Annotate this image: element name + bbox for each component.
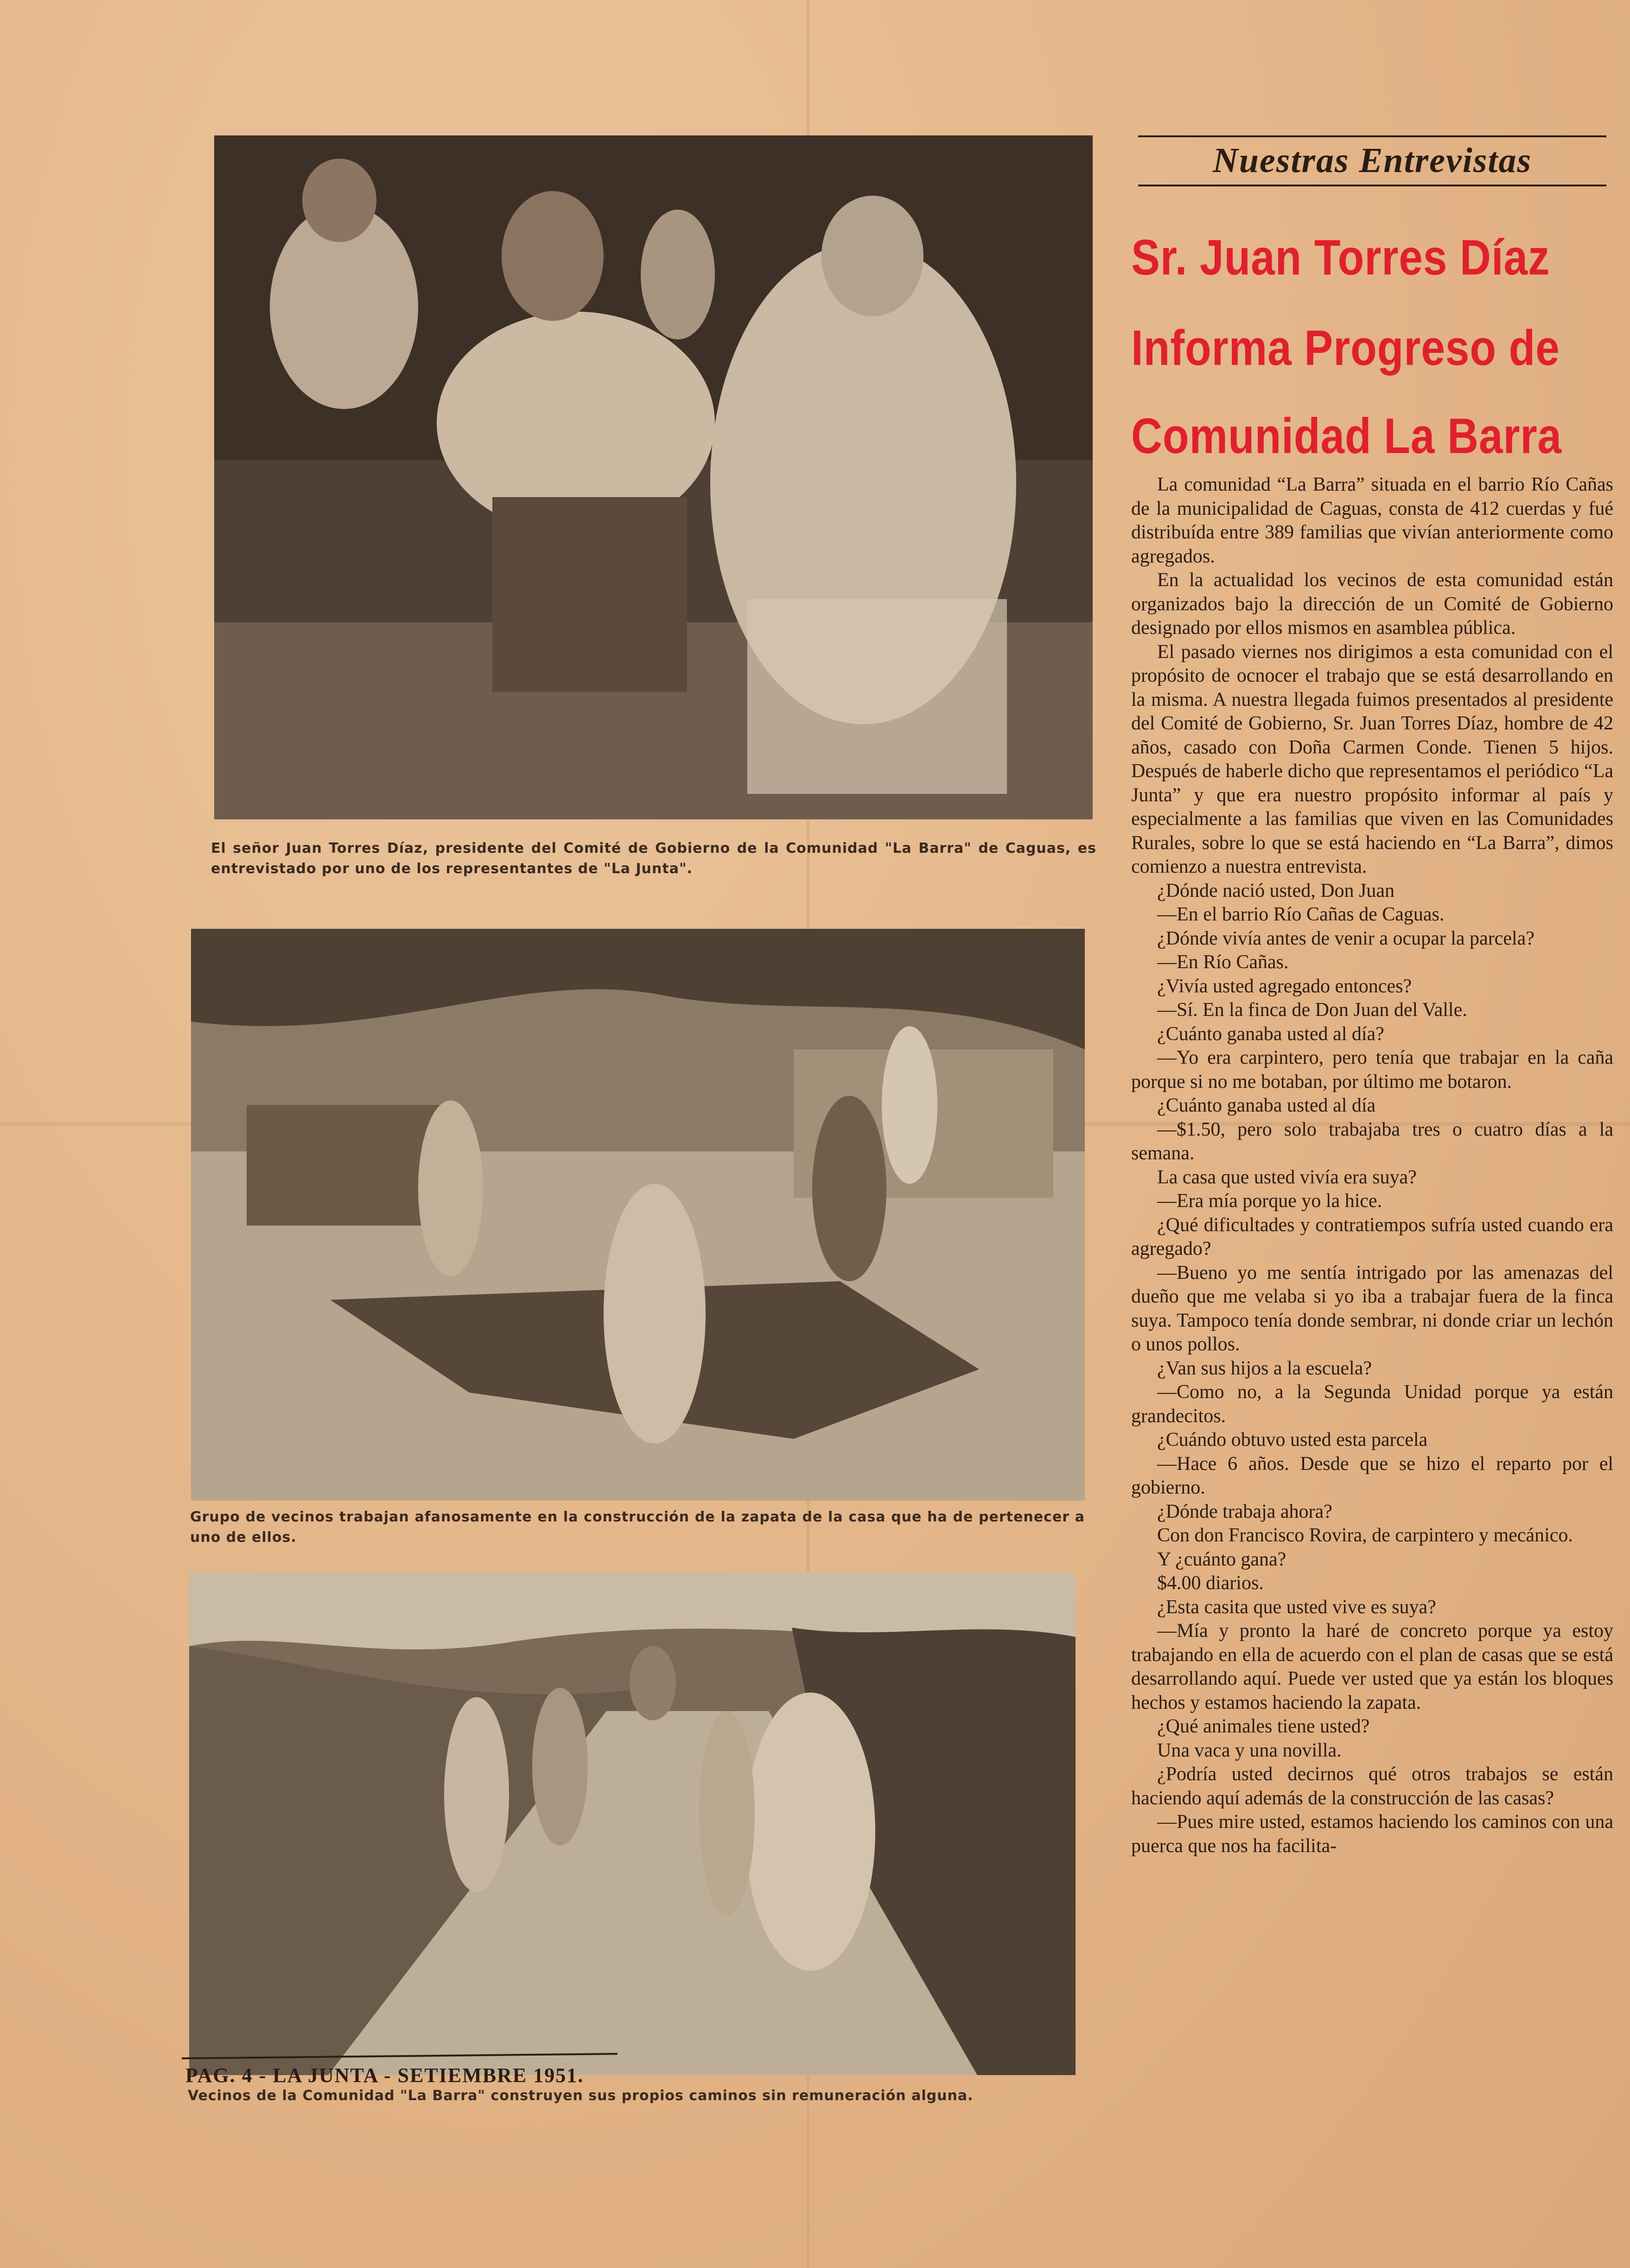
article-paragraph: —Como no, a la Segunda Unidad porque ya están grandecitos. <box>1131 1381 1613 1427</box>
article-paragraph: —$1.50, pero solo trabajaba tres o cuatro días a la semana. <box>1131 1118 1613 1164</box>
article-paragraph: ¿Dónde vivía antes de venir a ocupar la parcela? <box>1157 927 1534 949</box>
article-paragraph: ¿Cuánto ganaba usted al día? <box>1157 1023 1384 1045</box>
article-paragraph: La comunidad “La Barra” situada en el barrio Río Cañas de la municipalidad de Caguas, consta de 412 cuerdas y fué distribuída entre 389 familias que vivían anteriormente como agregados. <box>1131 474 1613 567</box>
article-paragraph: ¿Van sus hijos a la escuela? <box>1157 1357 1372 1379</box>
photo-foundation-caption: Grupo de vecinos trabajan afanosamente en la construcción de la zapata de la casa que ha de pertenecer a uno de ellos. <box>190 1509 1085 1546</box>
article-paragraph: En la actualidad los vecinos de esta comunidad están organizados bajo la dirección de un Comité de Gobierno designado por ellos mismos en asamblea pública. <box>1131 569 1613 639</box>
article-paragraph: ¿Qué dificultades y contratiempos sufría usted cuando era agregado? <box>1131 1214 1613 1259</box>
headline-line-2: Informa Progreso de <box>1131 319 1560 376</box>
section-title: Nuestras Entrevistas <box>1212 141 1532 180</box>
photo-interview-caption: El señor Juan Torres Díaz, presidente del Comité de Gobierno de la Comunidad "La Barra" de Caguas, es entrevistado por uno de los representantes de "La Junta". <box>211 840 1096 877</box>
article-paragraph: ¿Dónde nació usted, Don Juan <box>1157 880 1395 901</box>
photo-road-caption: Vecinos de la Comunidad "La Barra" construyen sus propios caminos sin remuneración alguna. <box>188 2088 974 2104</box>
article-paragraph: ¿Podría usted decirnos qué otros trabajos se están haciendo aquí además de la construcción de las casas? <box>1131 1763 1613 1809</box>
article-paragraph: —Hace 6 años. Desde que se hizo el reparto por el gobierno. <box>1131 1453 1613 1498</box>
article-paragraph: ¿Cuánto ganaba usted al día <box>1157 1095 1376 1116</box>
headline-line-1: Sr. Juan Torres Díaz <box>1131 229 1550 285</box>
article-paragraph: $4.00 diarios. <box>1157 1572 1264 1594</box>
article-paragraph: —Bueno yo me sentía intrigado por las amenazas del dueño que me velaba si yo iba a trabajar fuera de la finca suya. Tampoco tenía donde sembrar, ni donde criar un lechón o unos pollos. <box>1131 1262 1613 1355</box>
article-paragraph: —Mía y pronto la haré de concreto porque ya estoy trabajando en ella de acuerdo con el plan de casas que se está desarrollando aquí. Puede ver usted que ya están los bloques hechos y estamos haciendo la zapata. <box>1131 1620 1613 1713</box>
article-paragraph: La casa que usted vivía era suya? <box>1157 1166 1417 1188</box>
article-paragraph: —En el barrio Río Cañas de Caguas. <box>1157 904 1445 925</box>
photo-foundation-work <box>191 929 1085 1501</box>
photo-road-building <box>189 1572 1076 2075</box>
headline-line-3: Comunidad La Barra <box>1131 408 1562 464</box>
article-paragraph: Y ¿cuánto gana? <box>1157 1548 1286 1570</box>
photo-interview <box>214 135 1093 819</box>
photo-foundation-work-image <box>191 929 1085 1501</box>
photo-interview-image <box>214 135 1093 819</box>
article-paragraph: —Sí. En la finca de Don Juan del Valle. <box>1157 999 1467 1021</box>
article-paragraph: —Yo era carpintero, pero tenía que trabajar en la caña porque si no me botaban, por último me botaron. <box>1131 1047 1613 1092</box>
article-paragraph: ¿Cuándo obtuvo usted esta parcela <box>1157 1429 1428 1450</box>
article-paragraph: ¿Dónde trabaja ahora? <box>1157 1501 1332 1522</box>
article-paragraph: —En Río Cañas. <box>1157 952 1289 973</box>
article-body <box>1131 473 1613 1858</box>
section-rule-top <box>1138 135 1606 137</box>
article-paragraph: Una vaca y una novilla. <box>1157 1739 1342 1761</box>
article-paragraph: El pasado viernes nos dirigimos a esta comunidad con el propósito de ocnocer el trabajo que se está desarrollando en la misma. A nuestra llegada fuimos presentados al presidente del Comité de Gobierno, Sr. Juan Torres Díaz, hombre de 42 años, casado con Doña Carmen Conde. Tienen 5 hijos. Después de haberle dicho que representamos el periódico “La Junta” y que era nuestro propósito informar al país y especialmente a las familias que viven en las Comunidades Rurales, sobre lo que se está haciendo en “La Barra”, dimos comienzo a nuestra entrevista. <box>1131 641 1613 877</box>
article-paragraph: ¿Vivía usted agregado entonces? <box>1157 975 1412 997</box>
article-paragraph: —Era mía porque yo la hice. <box>1157 1190 1382 1212</box>
article-paragraph: ¿Esta casita que usted vive es suya? <box>1157 1596 1436 1618</box>
article-paragraph: —Pues mire usted, estamos haciendo los caminos con una puerca que nos ha facilita- <box>1131 1811 1613 1857</box>
article-paragraph: ¿Qué animales tiene usted? <box>1157 1716 1370 1737</box>
photo-road-building-image <box>189 1572 1076 2075</box>
section-rule-bottom <box>1138 185 1606 186</box>
page-footer: PAG. 4 - LA JUNTA - SETIEMBRE 1951. <box>185 2064 584 2087</box>
article-paragraph: Con don Francisco Rovira, de carpintero y mecánico. <box>1157 1525 1573 1546</box>
